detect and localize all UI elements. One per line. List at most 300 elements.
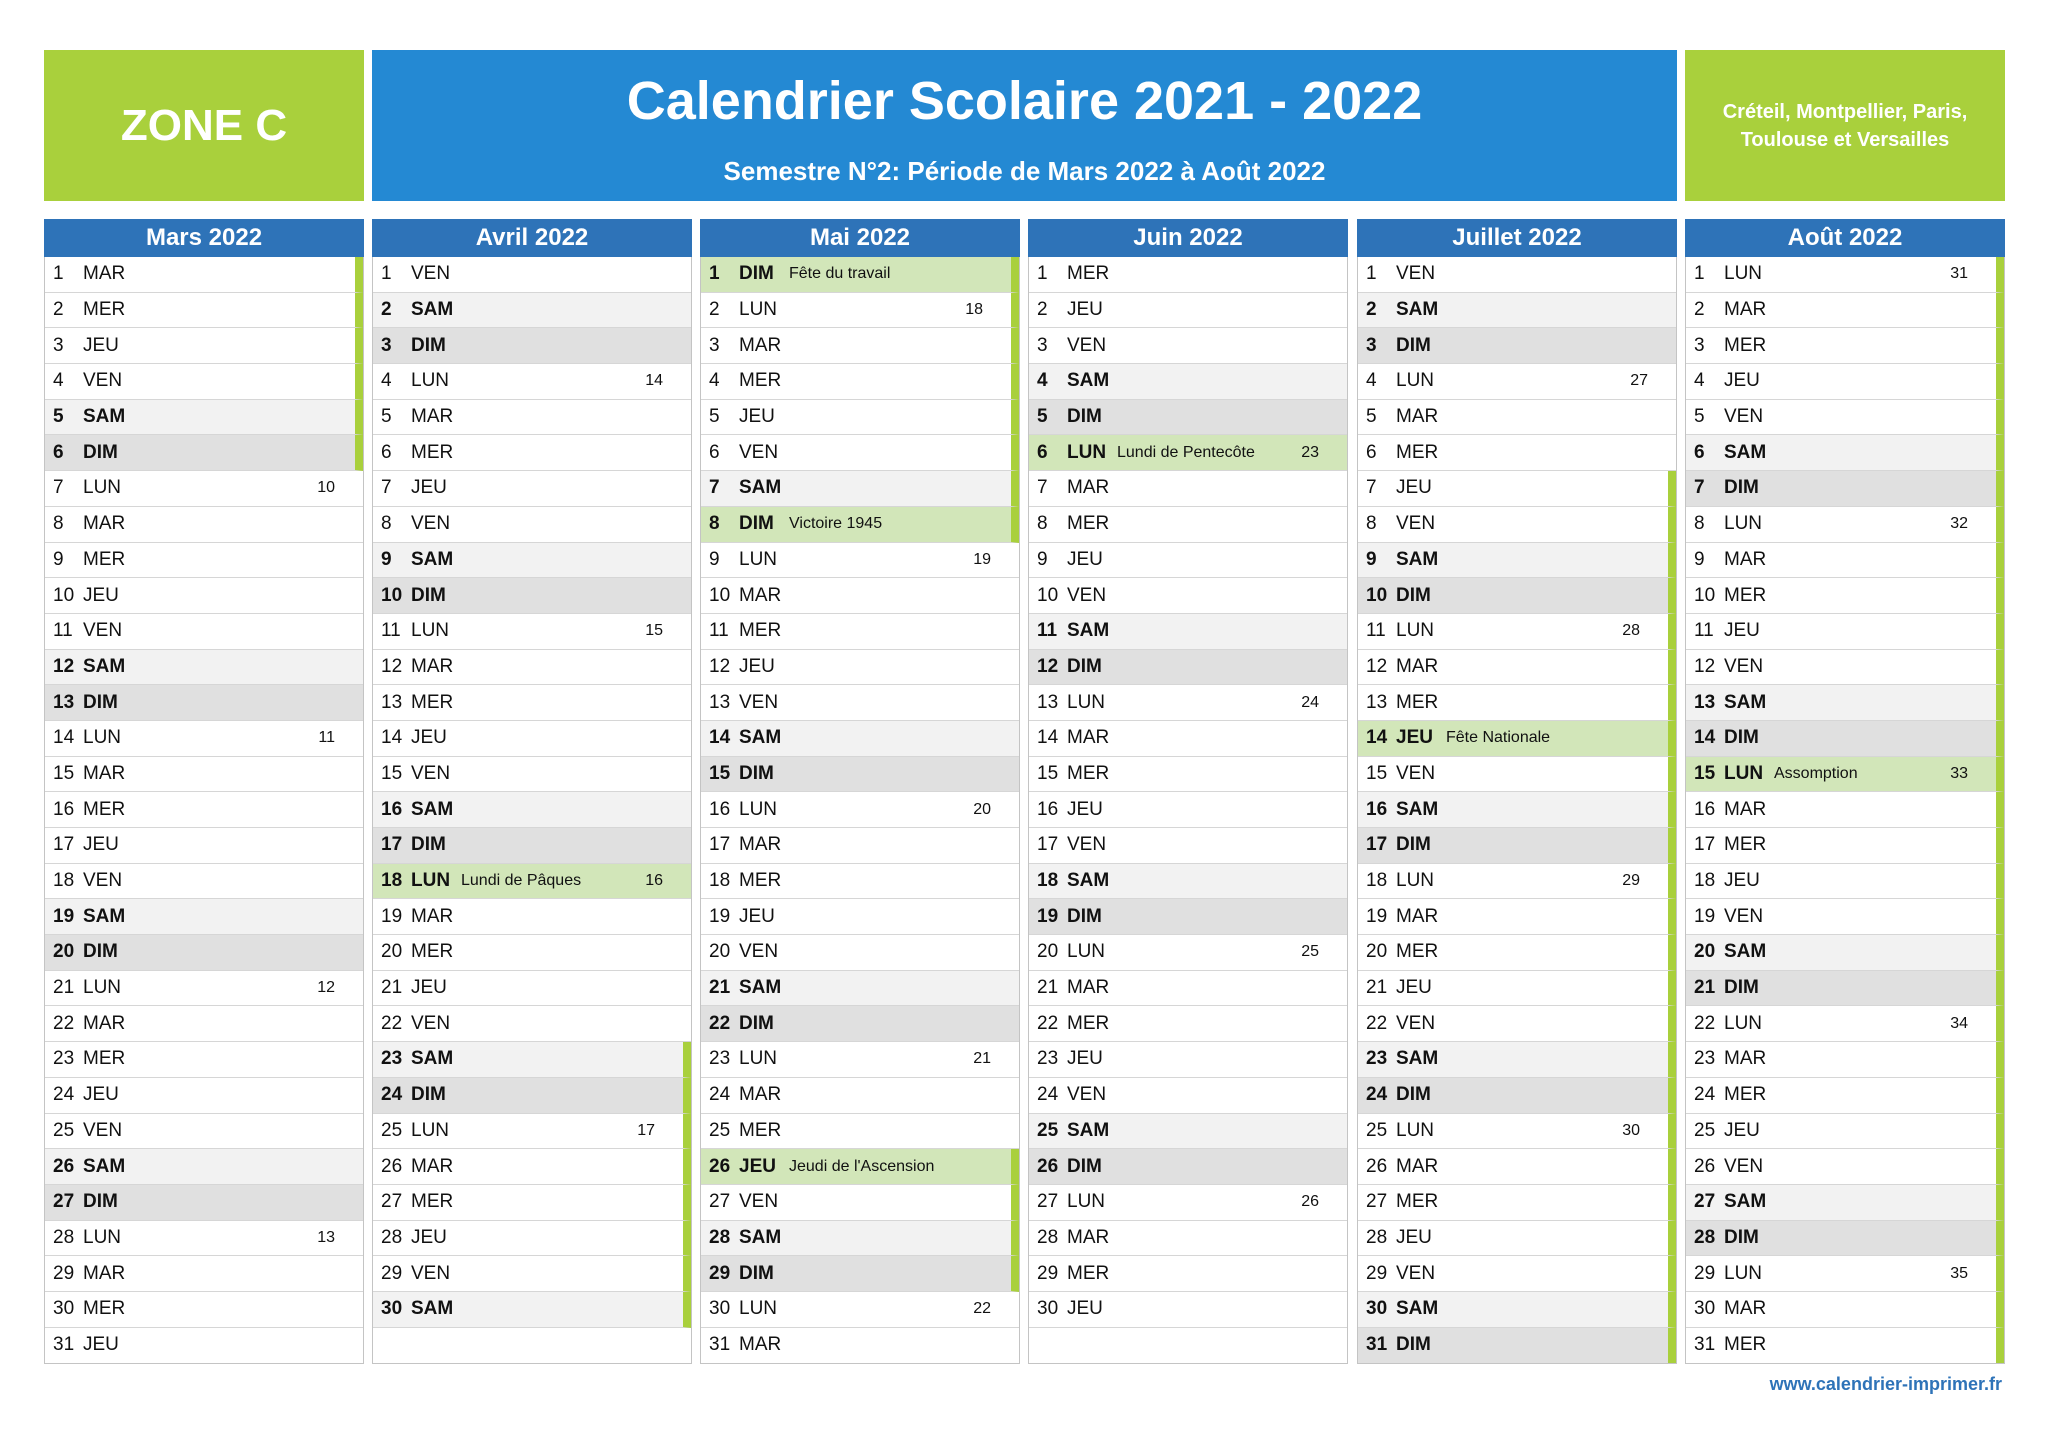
day-row — [1358, 650, 1676, 686]
day-of-week: VEN — [83, 620, 123, 642]
day-of-week: SAM — [1067, 620, 1110, 642]
day-of-week: SAM — [83, 1155, 126, 1177]
day-number: 26 — [709, 1155, 731, 1177]
day-number: 28 — [53, 1226, 75, 1248]
day-row — [701, 435, 1019, 471]
day-of-week: LUN — [411, 370, 450, 392]
day-row — [701, 543, 1019, 579]
day-number: 30 — [381, 1298, 403, 1320]
day-row — [45, 614, 363, 650]
day-of-week: LUN — [739, 548, 778, 570]
day-number: 7 — [1366, 477, 1377, 499]
day-number: 15 — [709, 762, 731, 784]
day-of-week: DIM — [1724, 477, 1759, 499]
title-banner — [372, 50, 1677, 201]
day-number: 20 — [53, 941, 75, 963]
day-number: 31 — [53, 1334, 75, 1356]
day-row — [1686, 1328, 2004, 1364]
day-of-week: VEN — [1396, 263, 1436, 285]
day-row — [1358, 1292, 1676, 1328]
day-row — [701, 792, 1019, 828]
day-number: 18 — [1037, 870, 1059, 892]
week-number: 25 — [1301, 943, 1319, 961]
day-of-week: JEU — [83, 1334, 119, 1356]
day-row — [701, 364, 1019, 400]
month-column — [372, 219, 692, 1364]
day-row — [45, 400, 363, 436]
day-number: 23 — [1366, 1048, 1388, 1070]
day-row — [1358, 685, 1676, 721]
day-of-week: SAM — [411, 548, 454, 570]
day-number: 7 — [1037, 477, 1048, 499]
day-of-week: VEN — [739, 941, 779, 963]
day-of-week: MAR — [739, 334, 782, 356]
day-of-week: MER — [1067, 513, 1110, 535]
week-number: 28 — [1622, 622, 1640, 640]
day-of-week: MAR — [1724, 548, 1767, 570]
day-number: 7 — [381, 477, 392, 499]
day-row — [1358, 328, 1676, 364]
day-number: 25 — [709, 1119, 731, 1141]
day-row — [1029, 1292, 1347, 1328]
day-number: 30 — [1366, 1298, 1388, 1320]
day-of-week: JEU — [83, 1084, 119, 1106]
day-number: 1 — [1037, 263, 1048, 285]
day-number: 28 — [1366, 1226, 1388, 1248]
day-of-week: JEU — [1067, 299, 1103, 321]
day-number: 19 — [53, 905, 75, 927]
day-number: 2 — [1037, 299, 1048, 321]
day-of-week: SAM — [739, 477, 782, 499]
day-row — [1358, 1256, 1676, 1292]
day-of-week: DIM — [1396, 1084, 1431, 1106]
day-of-week: MER — [739, 1119, 782, 1141]
day-number: 10 — [1037, 584, 1059, 606]
day-row — [1358, 400, 1676, 436]
day-of-week: DIM — [411, 584, 446, 606]
day-of-week: LUN — [1067, 1191, 1106, 1213]
day-number: 12 — [381, 655, 403, 677]
holiday-name: Jeudi de l'Ascension — [789, 1157, 935, 1175]
day-row — [1686, 864, 2004, 900]
day-of-week: MAR — [1396, 655, 1439, 677]
day-of-week: LUN — [411, 1119, 450, 1141]
week-number: 32 — [1950, 515, 1968, 533]
day-number: 21 — [1366, 977, 1388, 999]
day-number: 24 — [1694, 1084, 1716, 1106]
day-of-week: LUN — [1067, 441, 1107, 463]
day-row — [1358, 864, 1676, 900]
day-number: 8 — [53, 513, 64, 535]
day-row — [45, 1006, 363, 1042]
day-of-week: LUN — [739, 299, 778, 321]
day-row — [45, 721, 363, 757]
day-of-week: MAR — [1724, 798, 1767, 820]
day-number: 2 — [709, 299, 720, 321]
day-of-week: MAR — [83, 1262, 126, 1284]
day-number: 13 — [1694, 691, 1716, 713]
day-of-week: MER — [1396, 691, 1439, 713]
day-row — [1029, 1185, 1347, 1221]
week-number: 16 — [645, 872, 663, 890]
day-number: 16 — [1037, 798, 1059, 820]
day-row — [45, 1256, 363, 1292]
day-row — [1686, 971, 2004, 1007]
day-of-week: DIM — [1396, 834, 1431, 856]
day-row — [1358, 1006, 1676, 1042]
day-number: 28 — [1037, 1226, 1059, 1248]
day-of-week: VEN — [411, 263, 451, 285]
day-row — [373, 1078, 691, 1114]
day-number: 22 — [709, 1012, 731, 1034]
day-number: 29 — [1366, 1262, 1388, 1284]
day-row — [373, 1042, 691, 1078]
day-of-week: LUN — [1396, 1119, 1435, 1141]
day-row — [1029, 1006, 1347, 1042]
week-number: 30 — [1622, 1121, 1640, 1139]
day-number: 17 — [1366, 834, 1388, 856]
day-number: 24 — [53, 1084, 75, 1106]
week-number: 17 — [637, 1121, 655, 1139]
day-number: 21 — [1694, 977, 1716, 999]
day-number: 15 — [1037, 762, 1059, 784]
day-row — [1029, 578, 1347, 614]
day-of-week: SAM — [739, 977, 782, 999]
day-row — [701, 578, 1019, 614]
day-row — [1686, 899, 2004, 935]
day-row — [45, 1042, 363, 1078]
day-row — [1686, 1114, 2004, 1150]
day-of-week: DIM — [83, 691, 118, 713]
day-number: 20 — [1037, 941, 1059, 963]
zone-text: ZONE C — [120, 100, 288, 150]
day-of-week: MER — [411, 941, 454, 963]
day-row — [1686, 328, 2004, 364]
day-row — [1029, 1042, 1347, 1078]
day-row — [373, 650, 691, 686]
week-number: 12 — [317, 979, 335, 997]
holiday-row — [1029, 435, 1347, 471]
day-of-week: DIM — [411, 834, 446, 856]
day-number: 31 — [1366, 1334, 1388, 1356]
day-number: 5 — [1694, 406, 1705, 428]
day-row — [701, 1185, 1019, 1221]
day-number: 12 — [1037, 655, 1059, 677]
day-number: 5 — [1037, 406, 1048, 428]
day-row — [45, 543, 363, 579]
day-row — [1358, 1149, 1676, 1185]
month-header: Mars 2022 — [44, 219, 364, 257]
day-number: 3 — [53, 334, 64, 356]
day-row — [1686, 1185, 2004, 1221]
holiday-name: Lundi de Pentecôte — [1117, 443, 1255, 461]
day-of-week: JEU — [1067, 548, 1103, 570]
day-number: 22 — [381, 1012, 403, 1034]
day-of-week: VEN — [1724, 905, 1764, 927]
day-number: 10 — [1694, 584, 1716, 606]
day-of-week: MAR — [83, 1012, 126, 1034]
day-row — [45, 828, 363, 864]
day-of-week: SAM — [83, 406, 126, 428]
day-number: 14 — [1694, 727, 1716, 749]
day-of-week: JEU — [1724, 870, 1760, 892]
day-number: 3 — [1037, 334, 1048, 356]
day-row — [1029, 1078, 1347, 1114]
day-of-week: DIM — [1067, 655, 1102, 677]
day-row — [1686, 543, 2004, 579]
day-of-week: MAR — [1396, 406, 1439, 428]
day-of-week: LUN — [1396, 870, 1435, 892]
day-number: 11 — [1366, 620, 1386, 642]
day-number: 15 — [381, 762, 403, 784]
day-row — [1686, 792, 2004, 828]
day-of-week: DIM — [739, 762, 774, 784]
day-row — [1029, 1149, 1347, 1185]
day-row — [1358, 257, 1676, 293]
day-number: 1 — [1694, 263, 1705, 285]
day-number: 27 — [1366, 1191, 1388, 1213]
empty-day-row — [373, 1328, 691, 1364]
day-row — [701, 471, 1019, 507]
day-of-week: VEN — [83, 370, 123, 392]
day-number: 13 — [1037, 691, 1059, 713]
day-of-week: VEN — [1396, 762, 1436, 784]
day-of-week: LUN — [1067, 941, 1106, 963]
day-number: 4 — [53, 370, 64, 392]
day-row — [45, 757, 363, 793]
day-row — [701, 1328, 1019, 1364]
day-of-week: VEN — [411, 1262, 451, 1284]
day-number: 2 — [53, 299, 64, 321]
day-row — [1358, 1328, 1676, 1364]
day-of-week: SAM — [739, 727, 782, 749]
day-of-week: JEU — [83, 834, 119, 856]
day-of-week: VEN — [739, 441, 779, 463]
day-row — [373, 1185, 691, 1221]
day-number: 11 — [709, 620, 729, 642]
day-of-week: MER — [1067, 1012, 1110, 1034]
day-of-week: VEN — [83, 870, 123, 892]
zone-label — [44, 50, 364, 201]
page-subtitle: Semestre N°2: Période de Mars 2022 à Août 2022 — [723, 156, 1326, 186]
day-of-week: DIM — [1067, 406, 1102, 428]
day-of-week: DIM — [1724, 727, 1759, 749]
day-number: 13 — [709, 691, 731, 713]
day-number: 18 — [709, 870, 731, 892]
day-of-week: MAR — [1067, 477, 1110, 499]
day-row — [701, 864, 1019, 900]
day-of-week: DIM — [739, 513, 774, 535]
day-row — [1358, 1221, 1676, 1257]
day-number: 7 — [1694, 477, 1705, 499]
day-row — [1029, 792, 1347, 828]
day-of-week: LUN — [83, 477, 122, 499]
day-row — [373, 1006, 691, 1042]
day-number: 12 — [1694, 655, 1716, 677]
day-of-week: MER — [1067, 263, 1110, 285]
month-column — [1357, 219, 1677, 1364]
day-of-week: SAM — [411, 1048, 454, 1070]
day-row — [1358, 364, 1676, 400]
day-row — [373, 899, 691, 935]
day-number: 26 — [1694, 1155, 1716, 1177]
day-row — [1686, 435, 2004, 471]
day-row — [1686, 1149, 2004, 1185]
day-of-week: DIM — [1724, 1226, 1759, 1248]
day-number: 4 — [1037, 370, 1048, 392]
day-number: 14 — [1366, 727, 1388, 749]
day-row — [1358, 971, 1676, 1007]
day-number: 21 — [381, 977, 403, 999]
day-of-week: DIM — [1067, 905, 1102, 927]
day-number: 24 — [1366, 1084, 1388, 1106]
page-title: Calendrier Scolaire 2021 - 2022 — [626, 71, 1423, 131]
day-number: 19 — [1037, 905, 1059, 927]
day-number: 9 — [381, 548, 392, 570]
day-row — [373, 685, 691, 721]
day-number: 7 — [53, 477, 64, 499]
day-row — [1029, 899, 1347, 935]
day-of-week: LUN — [1724, 263, 1763, 285]
day-of-week: MER — [83, 1048, 126, 1070]
day-of-week: SAM — [1724, 941, 1767, 963]
day-number: 23 — [381, 1048, 403, 1070]
day-of-week: MER — [1396, 941, 1439, 963]
day-row — [373, 935, 691, 971]
day-row — [701, 935, 1019, 971]
day-of-week: VEN — [1724, 406, 1764, 428]
day-row — [1686, 257, 2004, 293]
day-row — [701, 1006, 1019, 1042]
day-number: 17 — [1694, 834, 1716, 856]
day-of-week: SAM — [411, 1298, 454, 1320]
day-row — [1686, 614, 2004, 650]
day-of-week: MER — [739, 620, 782, 642]
day-of-week: SAM — [1724, 691, 1767, 713]
day-row — [1358, 899, 1676, 935]
day-row — [1686, 1221, 2004, 1257]
day-of-week: VEN — [411, 1012, 451, 1034]
day-number: 10 — [709, 584, 731, 606]
holiday-row — [701, 1149, 1019, 1185]
day-number: 15 — [53, 762, 75, 784]
day-number: 6 — [709, 441, 720, 463]
day-number: 29 — [1694, 1262, 1716, 1284]
day-row — [1686, 1292, 2004, 1328]
day-row — [373, 1114, 691, 1150]
day-of-week: VEN — [411, 513, 451, 535]
day-row — [701, 721, 1019, 757]
day-number: 11 — [53, 620, 73, 642]
day-of-week: DIM — [739, 1262, 774, 1284]
day-of-week: SAM — [83, 655, 126, 677]
day-of-week: JEU — [1396, 977, 1432, 999]
website-link[interactable]: www.calendrier-imprimer.fr — [1769, 1374, 2002, 1394]
day-of-week: MAR — [411, 905, 454, 927]
day-of-week: VEN — [1724, 1155, 1764, 1177]
day-of-week: MAR — [1067, 1226, 1110, 1248]
day-row — [1029, 507, 1347, 543]
day-number: 14 — [709, 727, 731, 749]
day-of-week: DIM — [83, 1191, 118, 1213]
day-row — [373, 1256, 691, 1292]
day-row — [45, 435, 363, 471]
day-number: 15 — [1694, 762, 1716, 784]
day-of-week: DIM — [739, 1012, 774, 1034]
day-row — [1029, 614, 1347, 650]
day-row — [373, 328, 691, 364]
day-number: 14 — [53, 727, 75, 749]
day-row — [1358, 471, 1676, 507]
month-header: Août 2022 — [1685, 219, 2005, 257]
day-of-week: MER — [1396, 1191, 1439, 1213]
day-row — [45, 471, 363, 507]
month-column — [44, 219, 364, 1364]
day-number: 28 — [381, 1226, 403, 1248]
day-number: 27 — [53, 1191, 75, 1213]
holiday-name: Assomption — [1774, 764, 1858, 782]
day-number: 4 — [381, 370, 392, 392]
day-number: 26 — [381, 1155, 403, 1177]
day-row — [1029, 257, 1347, 293]
day-row — [1029, 543, 1347, 579]
day-of-week: SAM — [1396, 299, 1439, 321]
day-number: 4 — [1366, 370, 1377, 392]
day-of-week: MAR — [1067, 977, 1110, 999]
day-row — [1686, 293, 2004, 329]
day-row — [701, 899, 1019, 935]
day-of-week: SAM — [1396, 1048, 1439, 1070]
month-header: Avril 2022 — [372, 219, 692, 257]
day-row — [701, 400, 1019, 436]
day-number: 27 — [709, 1191, 731, 1213]
day-row — [701, 614, 1019, 650]
day-row — [373, 1292, 691, 1328]
day-of-week: MER — [83, 548, 126, 570]
day-of-week: MER — [1724, 584, 1767, 606]
day-of-week: VEN — [1067, 834, 1107, 856]
day-number: 27 — [1037, 1191, 1059, 1213]
day-number: 13 — [1366, 691, 1388, 713]
day-number: 9 — [53, 548, 64, 570]
week-number: 13 — [317, 1228, 335, 1246]
day-of-week: JEU — [739, 1155, 776, 1177]
day-row — [1029, 685, 1347, 721]
day-row — [1029, 971, 1347, 1007]
day-row — [373, 721, 691, 757]
month-column — [1028, 219, 1348, 1364]
day-of-week: MER — [83, 299, 126, 321]
day-number: 13 — [53, 691, 75, 713]
day-of-week: LUN — [83, 727, 122, 749]
day-number: 29 — [1037, 1262, 1059, 1284]
day-of-week: VEN — [1067, 334, 1107, 356]
day-number: 6 — [1694, 441, 1705, 463]
day-of-week: JEU — [1396, 727, 1433, 749]
day-number: 24 — [1037, 1084, 1059, 1106]
day-number: 28 — [709, 1226, 731, 1248]
day-number: 29 — [381, 1262, 403, 1284]
day-number: 12 — [1366, 655, 1388, 677]
day-of-week: MER — [411, 691, 454, 713]
day-number: 20 — [709, 941, 731, 963]
day-of-week: VEN — [1396, 513, 1436, 535]
day-of-week: SAM — [411, 798, 454, 820]
day-number: 11 — [1037, 620, 1058, 642]
day-number: 23 — [1694, 1048, 1716, 1070]
day-of-week: MAR — [1724, 1048, 1767, 1070]
day-row — [1686, 685, 2004, 721]
